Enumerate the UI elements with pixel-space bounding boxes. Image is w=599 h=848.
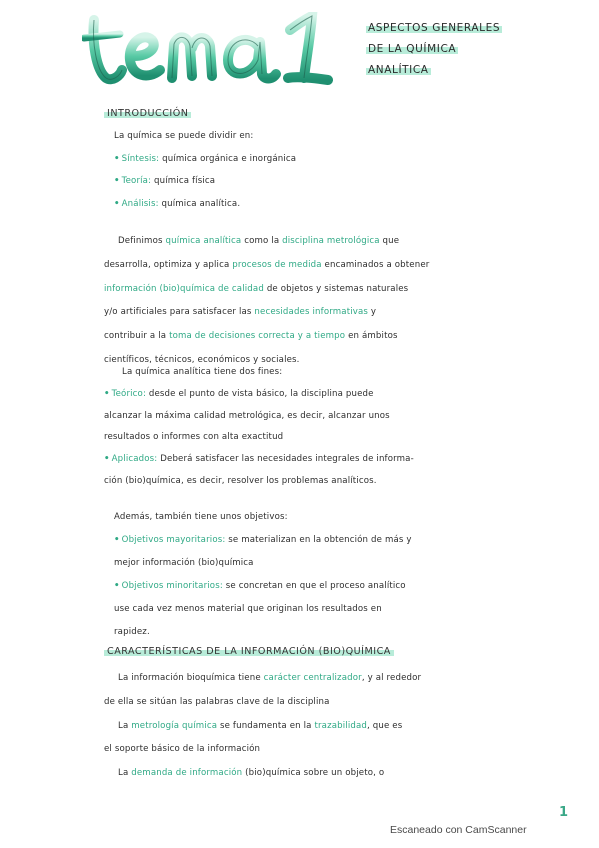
text-line: información (bio)química de calidad de objetos y sistemas naturales [104, 283, 409, 294]
list-item: • Teoría: química física [114, 176, 216, 187]
list-item: • Aplicados: Deberá satisfacer las necesidades integrales de informa- [104, 454, 414, 465]
characteristics-body [104, 667, 524, 786]
subtitle-line: ASPECTOS GENERALES [368, 22, 501, 34]
page-number: 1 [559, 805, 569, 820]
bullet-icon: • [114, 581, 120, 591]
list-item: • Síntesis: química orgánica e inorgánica [114, 153, 297, 164]
text-line: desarrolla, optimiza y aplica procesos de medida encaminados a obtener [104, 259, 430, 270]
goals-lead: La química analítica tiene dos fines: [122, 367, 283, 377]
bullet-icon: • [114, 153, 120, 164]
bullet-icon: • [114, 198, 120, 209]
title-lettering [82, 12, 362, 88]
text-line: alcanzar la máxima calidad metrológica, es decir, alcanzar unos [104, 410, 390, 421]
list-item: • Análisis: química analítica. [114, 198, 241, 209]
objectives-lead: Además, también tiene unos objetivos: [114, 512, 288, 522]
text-line: La demanda de información (bio)química sobre un objeto, o [118, 768, 385, 779]
bullet-icon: • [104, 388, 110, 399]
list-item: • Objetivos mayoritarios: se materializan en la obtención de más y [114, 535, 412, 545]
text-line: use cada vez menos material que originan los resultados en [114, 604, 382, 614]
text-line: de ella se sitúan las palabras clave de la disciplina [104, 696, 330, 707]
bullet-icon: • [114, 535, 120, 545]
text-line: y/o artificiales para satisfacer las necesidades informativas y [104, 307, 377, 318]
text-line: La metrología química se fundamenta en la trazabilidad, que es [118, 720, 403, 731]
title-brush-lettering [82, 12, 362, 88]
section-heading-characteristics: CARACTERÍSTICAS DE LA INFORMACIÓN (BIO)QUÍMICA [104, 646, 394, 657]
section-heading-intro: INTRODUCCIÓN [104, 108, 191, 119]
text-line: ción (bio)química, es decir, resolver los problemas analíticos. [104, 475, 377, 486]
text-line: el soporte básico de la información [104, 744, 261, 755]
list-item: • Teórico: desde el punto de vista básico, la disciplina puede [104, 388, 374, 399]
intro-lead: La química se puede dividir en: [114, 131, 254, 141]
intro-body [114, 125, 534, 215]
text-line: científicos, técnicos, económicos y sociales. [104, 354, 300, 365]
bullet-icon: • [114, 176, 120, 187]
text-line: Definimos química analítica como la disciplina metrológica que [118, 236, 400, 246]
subtitle-line: DE LA QUÍMICA [368, 43, 457, 55]
subtitle [366, 18, 526, 81]
goals-section [104, 362, 524, 493]
text-line: resultados o informes con alta exactitud [104, 432, 284, 443]
subtitle-line: ANALÍTICA [368, 64, 429, 76]
bullet-icon: • [104, 454, 110, 465]
text-line: La información bioquímica tiene carácter centralizador, y al rededor [118, 673, 422, 683]
scanner-watermark: Escaneado con CamScanner [390, 824, 527, 836]
list-item: • Objetivos minoritarios: se concretan en que el proceso analítico [114, 581, 406, 591]
objectives-section [114, 506, 534, 644]
text-line: rapidez. [114, 627, 150, 637]
text-line: mejor información (bio)química [114, 558, 254, 568]
definition-paragraph [104, 230, 524, 373]
text-line: contribuir a la toma de decisiones correcta y a tiempo en ámbitos [104, 331, 398, 342]
